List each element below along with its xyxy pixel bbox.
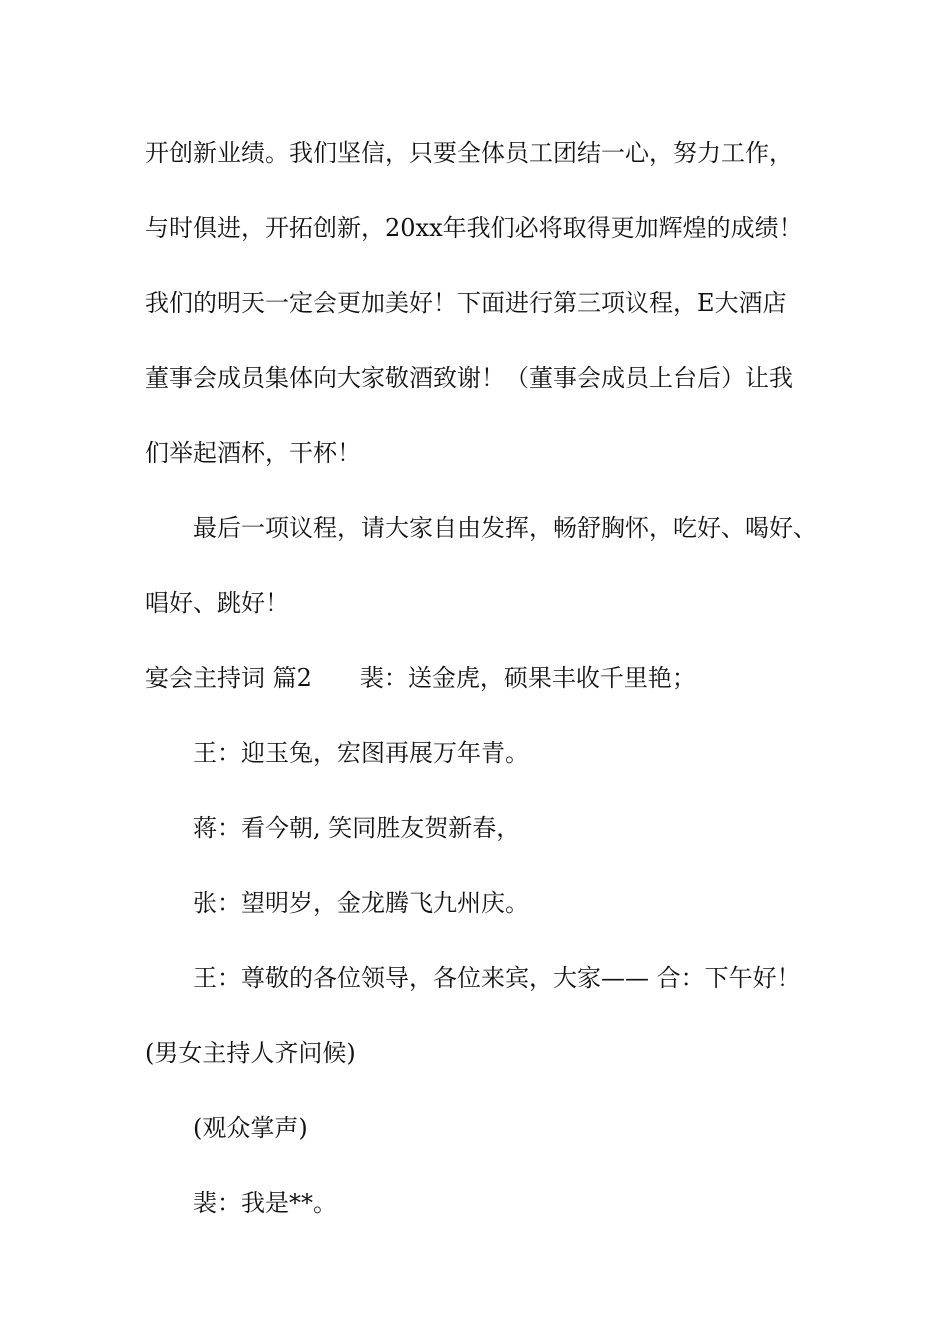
paragraph-line: 与时俱进，开拓创新，20xx年我们必将取得更加辉煌的成绩！ xyxy=(145,214,803,242)
dialogue-line: 张：望明岁，金龙腾飞九州庆。 xyxy=(193,889,529,917)
section-heading-line xyxy=(145,653,835,728)
dialogue-line: 王：尊敬的各位领导，各位来宾，大家—— 合：下午好！ xyxy=(193,964,801,992)
paragraph-line: 最后一项议程，请大家自由发挥，畅舒胸怀，吃好、喝好、 xyxy=(193,514,817,542)
dialogue-line: 裴：送金虎，硕果丰收千里艳； xyxy=(359,664,696,692)
dialogue-line: 王：迎玉兔，宏图再展万年青。 xyxy=(193,739,529,767)
stage-note: (观众掌声) xyxy=(193,1114,308,1142)
section-heading: 宴会主持词 篇2 xyxy=(145,664,312,692)
paragraph-line: 董事会成员集体向大家敬酒致谢！（董事会成员上台后）让我 xyxy=(145,364,793,392)
paragraph-line: 我们的明天一定会更加美好！下面进行第三项议程，E大酒店 xyxy=(145,289,787,317)
paragraph-line: 们举起酒杯，干杯！ xyxy=(145,439,361,467)
dialogue-line: 蒋：看今朝, 笑同胜友贺新春， xyxy=(193,814,521,842)
document-body xyxy=(145,128,835,1253)
paragraph-line: 开创新业绩。我们坚信，只要全体员工团结一心，努力工作， xyxy=(145,139,793,167)
dialogue-line: 裴：我是**。 xyxy=(193,1189,337,1217)
paragraph-line: 唱好、跳好！ xyxy=(145,589,289,617)
stage-note: (男女主持人齐问候) xyxy=(145,1039,356,1067)
